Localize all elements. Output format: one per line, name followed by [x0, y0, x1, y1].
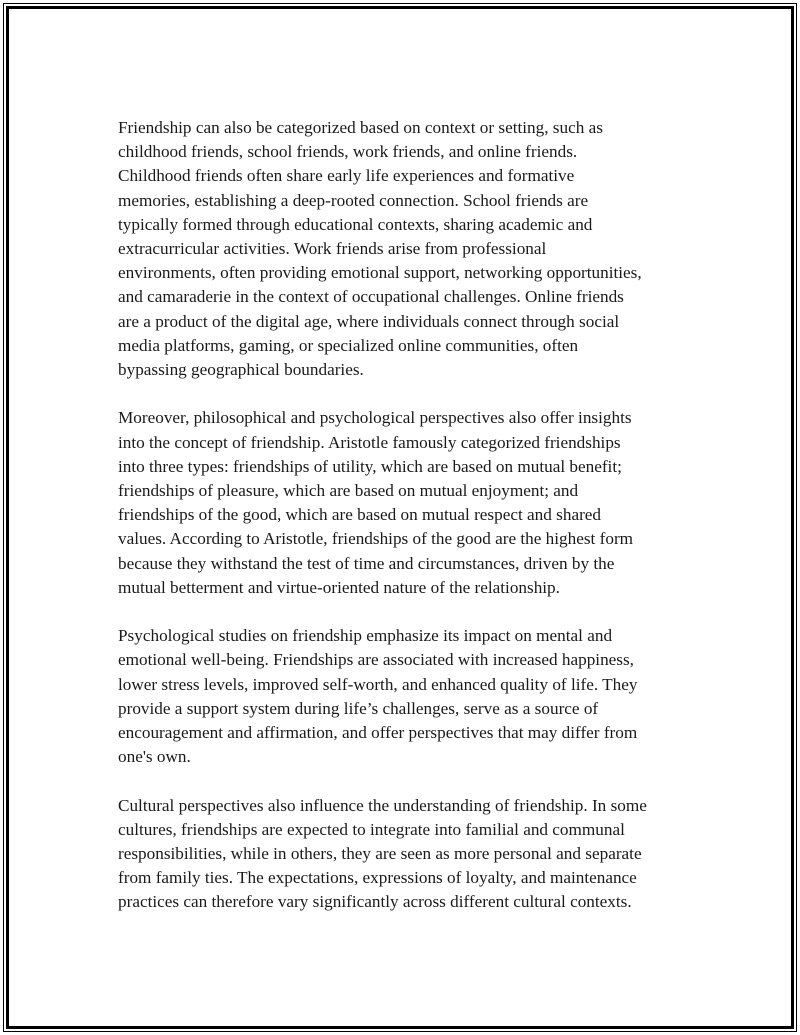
- text-line: Childhood friends often share early life experiences and formative: [118, 166, 575, 186]
- text-line: friendships of pleasure, which are based on mutual enjoyment; and: [118, 481, 579, 501]
- text-line: extracurricular activities. Work friends arise from professional: [118, 239, 547, 259]
- paragraph-psychological-studies: [118, 624, 693, 769]
- text-line: emotional well-being. Friendships are associated with increased happiness,: [118, 650, 634, 670]
- text-line: are a product of the digital age, where individuals connect through social: [118, 311, 620, 331]
- text-line: lower stress levels, improved self-worth, and enhanced quality of life. They: [118, 674, 638, 694]
- text-line: and camaraderie in the context of occupational challenges. Online friends: [118, 287, 624, 307]
- text-line: into the concept of friendship. Aristotle famously categorized friendships: [118, 432, 621, 452]
- text-line: memories, establishing a deep-rooted connection. School friends are: [118, 190, 589, 210]
- text-line: friendships of the good, which are based on mutual respect and shared: [118, 505, 602, 525]
- text-line: into three types: friendships of utility, which are based on mutual benefit;: [118, 456, 622, 476]
- paragraph-cultural-perspectives: [118, 794, 693, 915]
- text-line: Cultural perspectives also influence the understanding of friendship. In some: [118, 795, 647, 815]
- paragraph-philosophical-perspectives: [118, 406, 693, 600]
- text-line: mutual betterment and virtue-oriented nature of the relationship.: [118, 577, 560, 597]
- document-body: [118, 116, 693, 939]
- text-line: bypassing geographical boundaries.: [118, 360, 364, 380]
- text-line: responsibilities, while in others, they are seen as more personal and separate: [118, 844, 642, 864]
- text-line: from family ties. The expectations, expressions of loyalty, and maintenance: [118, 868, 637, 888]
- text-line: Moreover, philosophical and psychological perspectives also offer insights: [118, 408, 632, 428]
- text-line: practices can therefore vary significantly across different cultural contexts.: [118, 892, 632, 912]
- text-line: encouragement and affirmation, and offer perspectives that may differ from: [118, 723, 638, 743]
- text-line: typically formed through educational contexts, sharing academic and: [118, 214, 593, 234]
- text-line: because they withstand the test of time and circumstances, driven by the: [118, 553, 615, 573]
- text-line: childhood friends, school friends, work friends, and online friends.: [118, 142, 578, 162]
- paragraph-context-types: [118, 116, 693, 382]
- text-line: Friendship can also be categorized based on context or setting, such as: [118, 118, 603, 137]
- text-line: values. According to Aristotle, friendships of the good are the highest form: [118, 529, 634, 549]
- text-line: media platforms, gaming, or specialized online communities, often: [118, 335, 579, 355]
- text-line: one's own.: [118, 747, 191, 767]
- text-line: cultures, friendships are expected to integrate into familial and communal: [118, 819, 625, 839]
- text-line: provide a support system during life’s challenges, serve as a source of: [118, 698, 599, 718]
- text-line: Psychological studies on friendship emphasize its impact on mental and: [118, 626, 613, 646]
- text-line: environments, often providing emotional support, networking opportunities,: [118, 263, 642, 283]
